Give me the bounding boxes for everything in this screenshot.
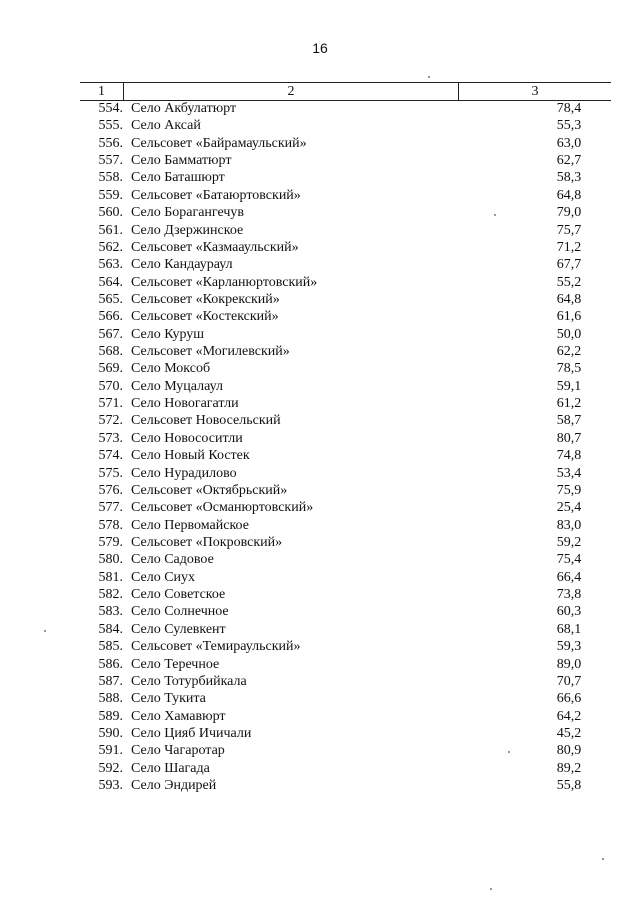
table-row xyxy=(80,274,611,291)
settlement-name: Сельсовет «Батаюртовский» xyxy=(131,187,301,203)
settlement-name: Село Новый Костек xyxy=(131,448,250,464)
table-row xyxy=(80,638,611,655)
table-row xyxy=(80,239,611,256)
row-value: 59,3 xyxy=(556,639,582,655)
row-value: 66,6 xyxy=(556,691,582,707)
table-row xyxy=(80,673,611,690)
table-header xyxy=(80,82,611,101)
table-body xyxy=(80,100,611,794)
scan-speck xyxy=(44,630,46,632)
column-header-3: 3 xyxy=(531,84,539,99)
row-number: 578. xyxy=(98,517,123,533)
settlement-name: Село Эндирей xyxy=(131,778,217,794)
row-number: 585. xyxy=(98,639,123,655)
settlement-name: Село Солнечное xyxy=(131,604,229,620)
settlement-name: Сельсовет Новосельский xyxy=(131,413,281,429)
row-value: 79,0 xyxy=(556,205,582,221)
row-value: 83,0 xyxy=(556,517,582,533)
settlement-name: Сельсовет «Октябрьский» xyxy=(131,482,288,498)
table-row xyxy=(80,482,611,499)
settlement-name: Сельсовет «Кокрекский» xyxy=(131,291,280,307)
row-value: 78,5 xyxy=(556,361,582,377)
settlement-name: Село Бамматюрт xyxy=(131,153,232,169)
row-value: 45,2 xyxy=(556,725,582,741)
table-row xyxy=(80,586,611,603)
scan-speck xyxy=(602,858,604,860)
row-value: 67,7 xyxy=(556,257,582,273)
row-value: 59,2 xyxy=(556,534,582,550)
row-value: 75,7 xyxy=(556,222,582,238)
row-number: 570. xyxy=(98,378,123,394)
row-value: 64,2 xyxy=(556,708,582,724)
table-row xyxy=(80,308,611,325)
settlement-name: Сельсовет «Байрамаульский» xyxy=(131,135,307,151)
table-row xyxy=(80,187,611,204)
table-row xyxy=(80,152,611,169)
row-number: 584. xyxy=(98,621,123,637)
row-number: 567. xyxy=(98,326,123,342)
settlement-name: Село Борагангечув xyxy=(131,205,244,221)
settlement-name: Село Советское xyxy=(131,587,226,603)
row-value: 70,7 xyxy=(556,673,582,689)
table-row xyxy=(80,690,611,707)
settlement-name: Село Кандаураул xyxy=(131,257,233,273)
row-number: 555. xyxy=(98,118,123,134)
row-number: 589. xyxy=(98,708,123,724)
row-number: 582. xyxy=(98,587,123,603)
row-value: 61,2 xyxy=(556,396,582,412)
settlement-name: Село Дзержинское xyxy=(131,222,244,238)
settlement-name: Село Чагаротар xyxy=(131,743,225,759)
settlement-name: Село Садовое xyxy=(131,552,214,568)
row-number: 576. xyxy=(98,482,123,498)
settlement-name: Село Тотурбийкала xyxy=(131,673,247,689)
settlement-name: Село Сулевкент xyxy=(131,621,226,637)
table-row xyxy=(80,412,611,429)
row-value: 73,8 xyxy=(556,587,582,603)
row-number: 561. xyxy=(98,222,123,238)
row-number: 590. xyxy=(98,725,123,741)
table-row xyxy=(80,742,611,759)
settlement-name: Сельсовет «Османюртовский» xyxy=(131,500,314,516)
settlement-name: Село Муцалаул xyxy=(131,378,223,394)
row-number: 559. xyxy=(98,187,123,203)
row-number: 574. xyxy=(98,448,123,464)
row-value: 60,3 xyxy=(556,604,582,620)
row-number: 575. xyxy=(98,465,123,481)
table-row xyxy=(80,326,611,343)
row-value: 58,7 xyxy=(556,413,582,429)
row-value: 68,1 xyxy=(556,621,582,637)
row-number: 556. xyxy=(98,135,123,151)
row-value: 71,2 xyxy=(556,239,582,255)
row-number: 579. xyxy=(98,534,123,550)
settlement-name: Село Новососитли xyxy=(131,430,243,446)
settlement-name: Село Хамавюрт xyxy=(131,708,226,724)
row-value: 63,0 xyxy=(556,135,582,151)
table-row xyxy=(80,256,611,273)
table-row xyxy=(80,534,611,551)
row-value: 75,9 xyxy=(556,482,582,498)
row-number: 573. xyxy=(98,430,123,446)
table-row xyxy=(80,517,611,534)
row-value: 55,3 xyxy=(556,118,582,134)
row-value: 62,7 xyxy=(556,153,582,169)
settlement-name: Сельсовет «Темираульский» xyxy=(131,639,301,655)
row-value: 80,9 xyxy=(556,743,582,759)
row-number: 554. xyxy=(98,101,123,116)
table-row xyxy=(80,551,611,568)
table-row xyxy=(80,117,611,134)
row-number: 557. xyxy=(98,153,123,169)
row-number: 566. xyxy=(98,309,123,325)
row-number: 563. xyxy=(98,257,123,273)
row-value: 78,4 xyxy=(556,101,582,116)
row-value: 55,8 xyxy=(556,778,582,794)
settlement-name: Сельсовет «Карланюртовский» xyxy=(131,274,318,290)
row-value: 89,0 xyxy=(556,656,582,672)
scan-speck xyxy=(490,888,492,890)
row-number: 586. xyxy=(98,656,123,672)
settlement-name: Село Нурадилово xyxy=(131,465,237,481)
page-number: 16 xyxy=(312,40,328,56)
row-number: 571. xyxy=(98,396,123,412)
row-number: 591. xyxy=(98,743,123,759)
row-number: 577. xyxy=(98,500,123,516)
column-header-2: 2 xyxy=(124,83,459,100)
row-value: 64,8 xyxy=(556,187,582,203)
table-row xyxy=(80,100,611,117)
row-number: 580. xyxy=(98,552,123,568)
settlement-name: Сельсовет «Казмааульский» xyxy=(131,239,299,255)
table-row xyxy=(80,360,611,377)
settlement-name: Село Теречное xyxy=(131,656,220,672)
row-value: 50,0 xyxy=(556,326,582,342)
settlement-name: Село Шагада xyxy=(131,760,210,776)
row-number: 583. xyxy=(98,604,123,620)
settlement-name: Село Новогагатли xyxy=(131,396,239,412)
table-row xyxy=(80,777,611,794)
table-row xyxy=(80,499,611,516)
settlement-name: Село Акбулатюрт xyxy=(131,101,237,116)
row-number: 564. xyxy=(98,274,123,290)
row-value: 25,4 xyxy=(556,500,582,516)
row-number: 558. xyxy=(98,170,123,186)
row-number: 593. xyxy=(98,778,123,794)
row-value: 64,8 xyxy=(556,291,582,307)
row-value: 59,1 xyxy=(556,378,582,394)
settlement-name: Село Аксай xyxy=(131,118,201,134)
column-header-1: 1 xyxy=(80,83,124,100)
table-row xyxy=(80,621,611,638)
row-number: 568. xyxy=(98,344,123,360)
scan-speck xyxy=(494,214,496,216)
table-row xyxy=(80,760,611,777)
settlement-name: Село Первомайское xyxy=(131,517,249,533)
settlement-name: Село Куруш xyxy=(131,326,205,342)
row-number: 581. xyxy=(98,569,123,585)
table-row xyxy=(80,169,611,186)
settlement-name: Село Сиух xyxy=(131,569,196,585)
table-row xyxy=(80,603,611,620)
row-number: 572. xyxy=(98,413,123,429)
scan-speck xyxy=(508,751,510,753)
table-row xyxy=(80,204,611,221)
row-value: 61,6 xyxy=(556,309,582,325)
row-number: 592. xyxy=(98,760,123,776)
settlement-name: Село Тукита xyxy=(131,691,206,707)
table-row xyxy=(80,725,611,742)
table-row xyxy=(80,343,611,360)
settlement-name: Село Баташюрт xyxy=(131,170,225,186)
row-value: 58,3 xyxy=(556,170,582,186)
table-row xyxy=(80,430,611,447)
row-number: 569. xyxy=(98,361,123,377)
table-row xyxy=(80,447,611,464)
settlement-name: Село Моксоб xyxy=(131,361,211,377)
table-row xyxy=(80,135,611,152)
table-row xyxy=(80,708,611,725)
row-value: 75,4 xyxy=(556,552,582,568)
scan-speck xyxy=(428,76,430,78)
row-value: 74,8 xyxy=(556,448,582,464)
table-row xyxy=(80,378,611,395)
row-value: 53,4 xyxy=(556,465,582,481)
table-row xyxy=(80,291,611,308)
row-number: 588. xyxy=(98,691,123,707)
row-value: 89,2 xyxy=(556,760,582,776)
row-value: 66,4 xyxy=(556,569,582,585)
settlement-name: Сельсовет «Костекский» xyxy=(131,309,279,325)
row-number: 560. xyxy=(98,205,123,221)
row-number: 565. xyxy=(98,291,123,307)
table-row xyxy=(80,569,611,586)
table-row xyxy=(80,465,611,482)
row-value: 80,7 xyxy=(556,430,582,446)
table-row xyxy=(80,395,611,412)
row-value: 62,2 xyxy=(556,344,582,360)
row-value: 55,2 xyxy=(556,274,582,290)
row-number: 587. xyxy=(98,673,123,689)
settlement-name: Село Цияб Ичичали xyxy=(131,725,252,741)
table-row xyxy=(80,656,611,673)
settlement-name: Сельсовет «Покровский» xyxy=(131,534,283,550)
table-row xyxy=(80,222,611,239)
settlement-name: Сельсовет «Могилевский» xyxy=(131,344,290,360)
row-number: 562. xyxy=(98,239,123,255)
